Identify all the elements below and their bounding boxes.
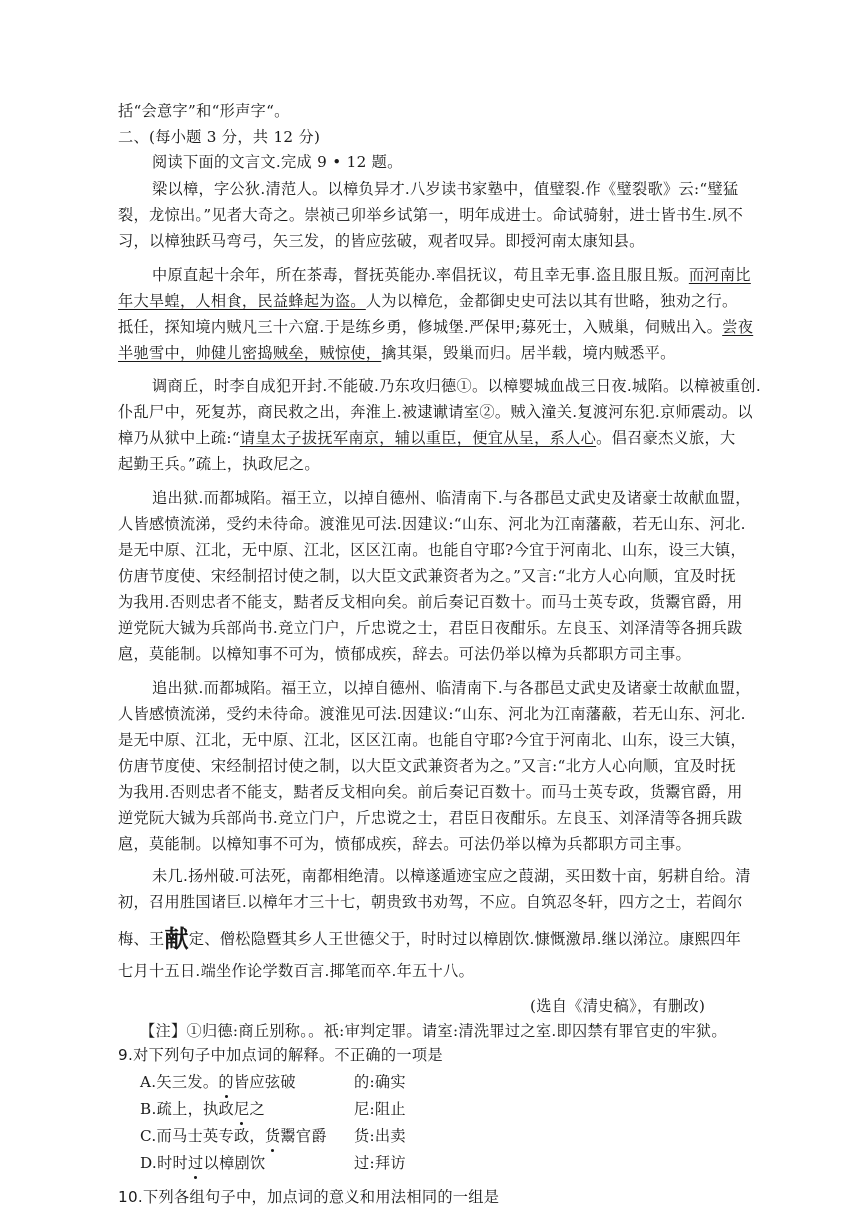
passage-line: 初，召用胜国诸巨.以樟年才三十七，朝贵致书劝驾，不应。自筑忍冬轩，四方之士，若阎尔 — [118, 893, 743, 911]
option-a[interactable] — [140, 1071, 296, 1093]
passage-line: 逆党阮大铖为兵部尚书.竞立门户，斤忠谠之士，君臣日夜酣乐。左良玉、刘泽清等各拥兵跋 — [118, 809, 743, 827]
passage-text: 梅、王 — [118, 930, 165, 948]
passage-line — [118, 316, 753, 338]
option-text: 皆应弦破 — [233, 1073, 296, 1091]
dotted-word: 货 — [264, 1127, 281, 1145]
option-text: A.矢三发。 — [140, 1073, 219, 1091]
passage-line: 调商丘，时李自成犯开封.不能破.乃东攻归德①。以樟婴城血战三日夜.城陷。以樟被重创. — [152, 377, 762, 395]
passage-line: 为我用.否则忠者不能支，黠者反戈相向矣。前后奏记百数十。而马士英专政，货鬻官爵，用 — [118, 783, 743, 801]
passage-line: 仿唐节度使、宋经制招讨使之制，以大臣文武兼资者为之。”又言:“北方人心向顺，宜及时抚 — [118, 757, 736, 775]
passage-line: 仿唐节度使、宋经制招讨使之制，以大臣文武兼资者为之。”又言:“北方人心向顺，宜及时抚 — [118, 567, 736, 585]
section-heading: 二、(每小题 3 分，共 12 分) — [118, 128, 321, 146]
passage-line — [152, 264, 751, 286]
dotted-word: 尼 — [234, 1100, 250, 1118]
passage-text: 抵任，探知境内贼凡三十六窟.于是练乡勇，修城堡.严保甲;募死士，入贼巢，伺贼出入。 — [118, 318, 723, 336]
option-text: B.疏上，执政 — [140, 1100, 235, 1118]
passage-line: 是无中原、江北，无中原、江北，区区江南。也能自守耶?今宜于河南北、山东，设三大镇， — [118, 731, 746, 749]
passage-line: 习，以樟独跃马弯弓，矢三发，的皆应弦破，观者叹异。即授河南太康知县。 — [118, 232, 645, 250]
option-d-gloss: 过:拜访 — [354, 1154, 406, 1172]
passage-line: 追出狱.而都城陷。福王立，以掉自德州、临清南下.与各郡邑丈武史及诸豪士故献血盟， — [152, 679, 751, 697]
passage-text: 中原直起十余年，所在茶毒，督抚英能办.率倡抚议，苟且幸无事.盗且服且叛。 — [152, 266, 689, 284]
passage-line: 扈，莫能制。以樟知事不可为，愤郁成疾，辞去。可法仍举以樟为兵都职方司主事。 — [118, 645, 692, 663]
question-9-stem: 9.对下列句子中加点词的解释。不正确的一项是 — [118, 1046, 443, 1064]
option-a-gloss: 的:确实 — [354, 1073, 406, 1091]
question-10-stem: 10.下列各组句子中，加点词的意义和用法相同的一组是 — [118, 1188, 500, 1206]
option-text: 鬻官爵 — [280, 1127, 327, 1145]
passage-line: 七月十五日.端坐作论学数百言.揶笔而卒.年五十八。 — [118, 962, 475, 980]
option-text: C.而马士英专政， — [140, 1127, 265, 1145]
passage-line — [118, 427, 736, 449]
passage-text: 定、僧松隐暨其乡人王世德父于，时时过以樟剧饮.慷慨激昂.继以涕泣。康熙四年 — [188, 930, 742, 948]
text-line: 括“会意字”和“形声字“。 — [118, 102, 290, 120]
passage-line: 人皆感愤流涕，受约未待命。渡淮见可法.因建议:“山东、河北为江南藩蔽，若无山东、河北. — [118, 515, 746, 533]
underlined-sentence: 尝夜 — [722, 318, 754, 336]
option-b[interactable] — [140, 1098, 265, 1120]
footnote: 【注】①归德:商丘别称。。祇:审判定罪。请室:清洗罪过之室.即囚禁有罪官吏的牢狱。 — [140, 1022, 727, 1040]
passage-line: 逆党阮大铖为兵部尚书.竞立门户，斤忠谠之士，君臣日夜酣乐。左良玉、刘泽清等各拥兵跋 — [118, 619, 743, 637]
underlined-sentence: 半驰雪中，帅健儿密捣贼垒，贼惊使， — [118, 344, 382, 362]
passage-text: 擒其渠，毁巢而归。居半载，境内贼悉平。 — [381, 344, 676, 362]
dotted-word: 过 — [188, 1154, 204, 1172]
underlined-sentence: 请皇太子拔抚军南京，辅以重臣，便宜从呈，系人心 — [239, 429, 597, 447]
dotted-word: 的 — [218, 1073, 234, 1091]
passage-line: 未几.扬州破.可法死，南都相绝清。以樟遂遁迹宝应之葭湖，买田数十亩，躬耕自给。清 — [152, 867, 751, 885]
passage-line — [118, 924, 742, 953]
passage-line: 追出狱.而都城陷。福王立，以掉自德州、临清南下.与各郡邑丈武史及诸豪士故献血盟， — [152, 489, 751, 507]
passage-line: 裂，龙惊出。”见者大奇之。崇祯己卯举乡试第一，明年成进士。命试骑射，进士皆书生.夙不 — [118, 206, 744, 224]
passage-line: 为我用.否则忠者不能支，黠者反戈相向矣。前后奏记百数十。而马士英专政，货鬻官爵，用 — [118, 593, 743, 611]
passage-line: 梁以樟，字公狄.清范人。以樟负异才.八岁读书家塾中，值璧裂.作《璧裂歌》云:“璧猛 — [152, 180, 739, 198]
option-c-gloss: 货:出卖 — [354, 1127, 406, 1145]
underlined-sentence: 而河南比 — [688, 266, 751, 284]
passage-line: 仆乱尸中，死复苏，商民救之出，奔淮上.被逮谳请室②。贼入潼关.复渡河东犯.京师震动。以 — [118, 403, 753, 421]
enlarged-character: 献 — [164, 924, 189, 953]
passage-line: 起勤王兵。”疏上，执政尼之。 — [118, 455, 320, 473]
source-citation: (选自《清史稿》，有删改) — [530, 997, 706, 1015]
option-d[interactable] — [140, 1152, 266, 1174]
passage-line — [118, 290, 738, 312]
option-text: 以樟剧饮 — [203, 1154, 266, 1172]
option-text: 之 — [249, 1100, 266, 1118]
option-c[interactable] — [140, 1125, 327, 1147]
underlined-sentence: 年大旱蝗，人相食，民益蜂起为盗。 — [118, 292, 366, 310]
passage-text: 。倡召豪杰义旅，大 — [596, 429, 736, 447]
passage-text: 樟乃从狱中上疏:“ — [118, 429, 240, 447]
instruction-line: 阅读下面的文言文.完成 9 • 12 题。 — [152, 153, 403, 171]
option-b-gloss: 尼:阻止 — [354, 1100, 406, 1118]
passage-line: 人皆感愤流涕，受约未待命。渡淮见可法.因建议:“山东、河北为江南藩蔽，若无山东、河北. — [118, 705, 746, 723]
option-text: D.时时 — [140, 1154, 189, 1172]
passage-line — [118, 342, 676, 364]
passage-line: 是无中原、江北，无中原、江北，区区江南。也能自守耶?今宜于河南北、山东，设三大镇， — [118, 541, 746, 559]
passage-text: 人为以樟危，金都御史史可法以其有世略，独劝之行。 — [365, 292, 738, 310]
passage-line: 扈，莫能制。以樟知事不可为，愤郁成疾，辞去。可法仍举以樟为兵都职方司主事。 — [118, 835, 692, 853]
